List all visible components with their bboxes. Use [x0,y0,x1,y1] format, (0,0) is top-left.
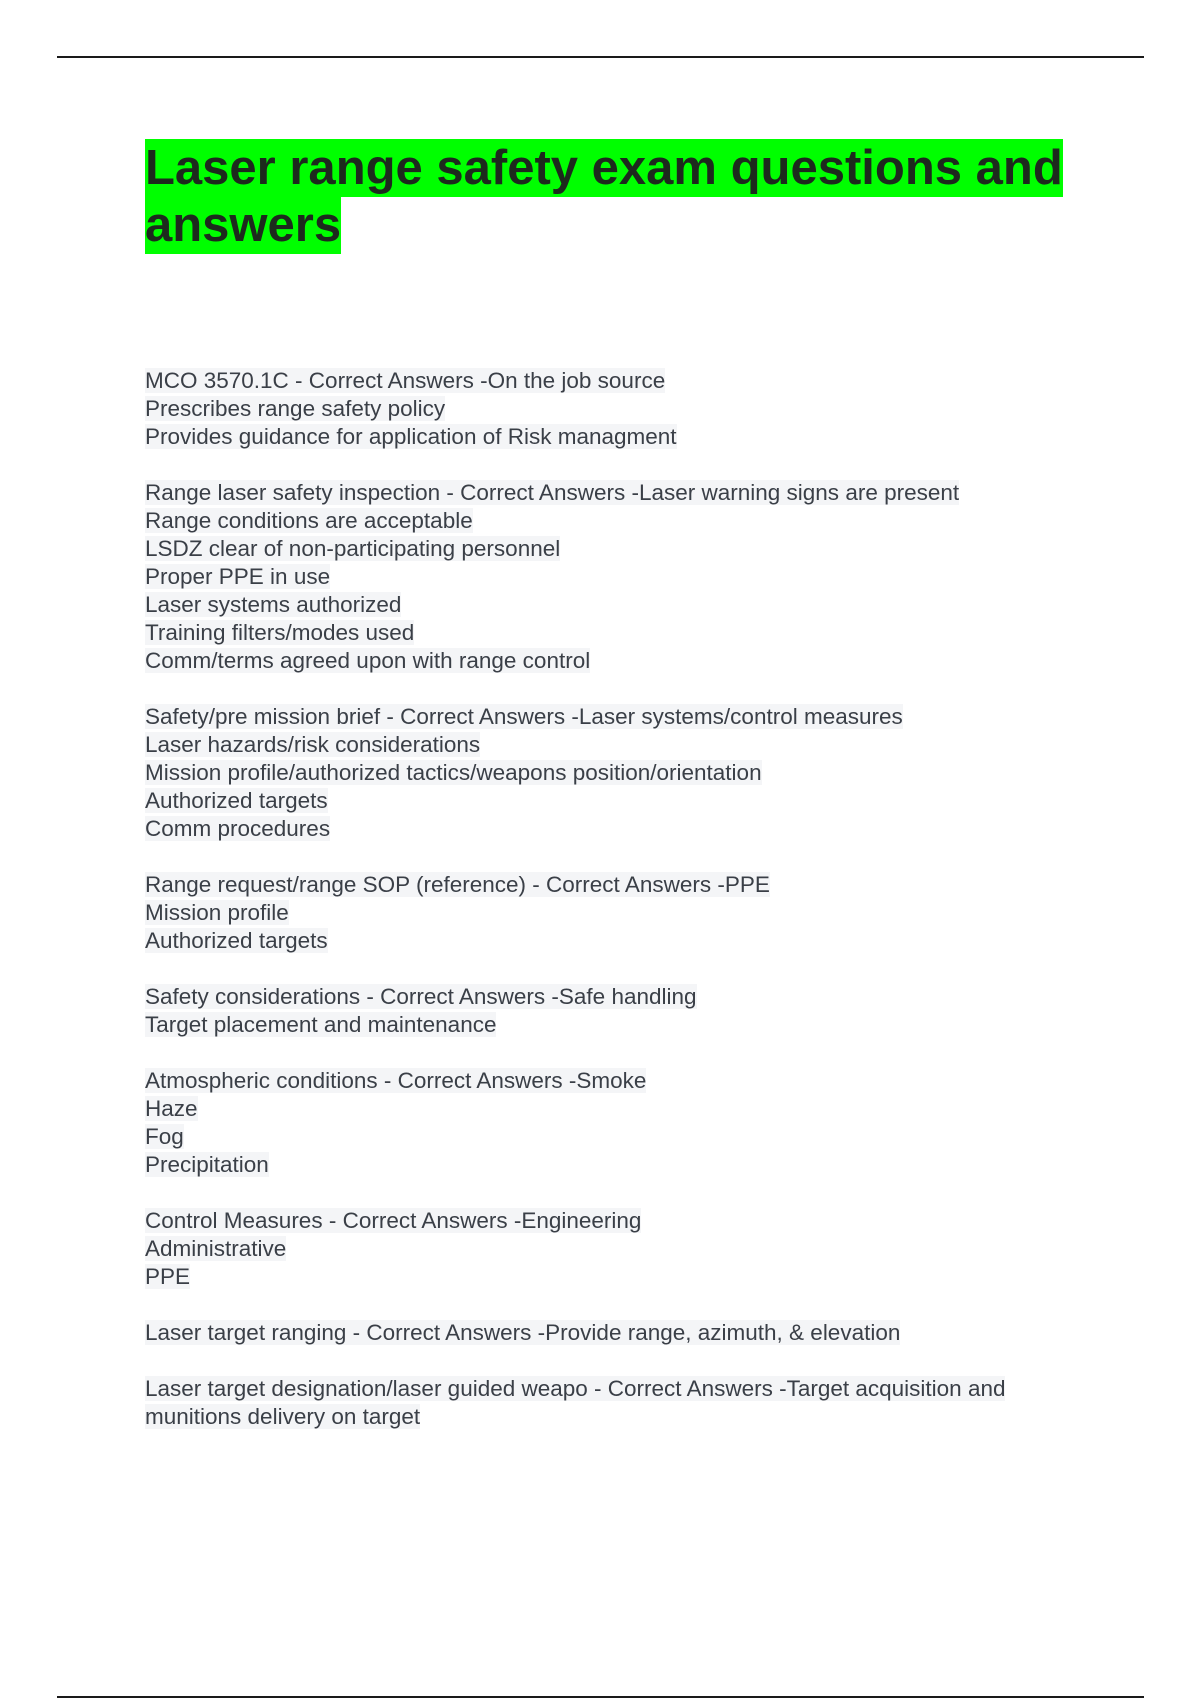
qa-line-text: Authorized targets [145,928,328,953]
qa-answer-line [145,507,1095,535]
qa-answer-line [145,395,1095,423]
qa-answer-line [145,815,1095,843]
qa-line-text: Authorized targets [145,788,328,813]
qa-line-text: Haze [145,1096,198,1121]
qa-question-line [145,871,1095,899]
qa-answer-line [145,1403,1095,1431]
qa-entry [145,367,1095,451]
qa-question-line [145,1375,1095,1403]
qa-line-text: Precipitation [145,1152,269,1177]
top-rule [57,56,1144,58]
qa-answer-line [145,731,1095,759]
qa-answer-line [145,1151,1095,1179]
qa-question-line [145,983,1095,1011]
qa-line-text: Range laser safety inspection - Correct Answers -Laser warning signs are present [145,480,960,505]
qa-answer-line [145,1095,1095,1123]
qa-entry [145,1207,1095,1291]
qa-answer-line [145,787,1095,815]
qa-line-text: Atmospheric conditions - Correct Answers -Smoke [145,1068,647,1093]
qa-question-line [145,1319,1095,1347]
qa-answer-line [145,591,1095,619]
qa-answer-line [145,899,1095,927]
qa-line-text: Prescribes range safety policy [145,396,446,421]
qa-line-text: Laser target ranging - Correct Answers -Provide range, azimuth, & elevation [145,1320,901,1345]
qa-line-text: Laser target designation/laser guided weapo - Correct Answers -Target acquisition and [145,1376,1006,1401]
qa-line-text: Range conditions are acceptable [145,508,473,533]
qa-answer-line [145,619,1095,647]
qa-line-text: PPE [145,1264,191,1289]
qa-line-text: Training filters/modes used [145,620,415,645]
qa-answer-line [145,1263,1095,1291]
qa-line-text: LSDZ clear of non-participating personnel [145,536,561,561]
qa-answer-line [145,535,1095,563]
qa-answer-line [145,1011,1095,1039]
qa-entry [145,1067,1095,1179]
qa-line-text: Administrative [145,1236,287,1261]
qa-question-line [145,479,1095,507]
qa-line-text: Safety/pre mission brief - Correct Answers -Laser systems/control measures [145,704,903,729]
qa-line-text: Comm/terms agreed upon with range control [145,648,591,673]
bottom-rule [57,1696,1144,1698]
qa-answer-line [145,423,1095,451]
qa-line-text: Mission profile/authorized tactics/weapons position/orientation [145,760,762,785]
qa-entry [145,479,1095,675]
qa-line-text: Range request/range SOP (reference) - Correct Answers -PPE [145,872,770,897]
qa-question-line [145,367,1095,395]
qa-line-text: Mission profile [145,900,289,925]
qa-list [145,367,1095,1459]
page-title [145,140,1075,254]
qa-answer-line [145,563,1095,591]
title-highlight: Laser range safety exam questions and answers [145,141,1063,252]
qa-answer-line [145,927,1095,955]
qa-line-text: Safety considerations - Correct Answers -Safe handling [145,984,697,1009]
qa-line-text: Laser systems authorized [145,592,402,617]
qa-answer-line [145,647,1095,675]
qa-line-text: Comm procedures [145,816,331,841]
qa-question-line [145,1207,1095,1235]
qa-line-text: Fog [145,1124,184,1149]
qa-line-text: Control Measures - Correct Answers -Engineering [145,1208,642,1233]
qa-line-text: munitions delivery on target [145,1404,421,1429]
qa-question-line [145,1067,1095,1095]
qa-answer-line [145,1123,1095,1151]
qa-line-text: Proper PPE in use [145,564,331,589]
qa-entry [145,871,1095,955]
qa-question-line [145,703,1095,731]
qa-entry [145,1375,1095,1431]
qa-line-text: Provides guidance for application of Risk managment [145,424,677,449]
qa-entry [145,703,1095,843]
qa-line-text: Target placement and maintenance [145,1012,497,1037]
qa-answer-line [145,759,1095,787]
qa-entry [145,1319,1095,1347]
qa-line-text: Laser hazards/risk considerations [145,732,481,757]
qa-answer-line [145,1235,1095,1263]
qa-entry [145,983,1095,1039]
qa-line-text: MCO 3570.1C - Correct Answers -On the job source [145,368,666,393]
